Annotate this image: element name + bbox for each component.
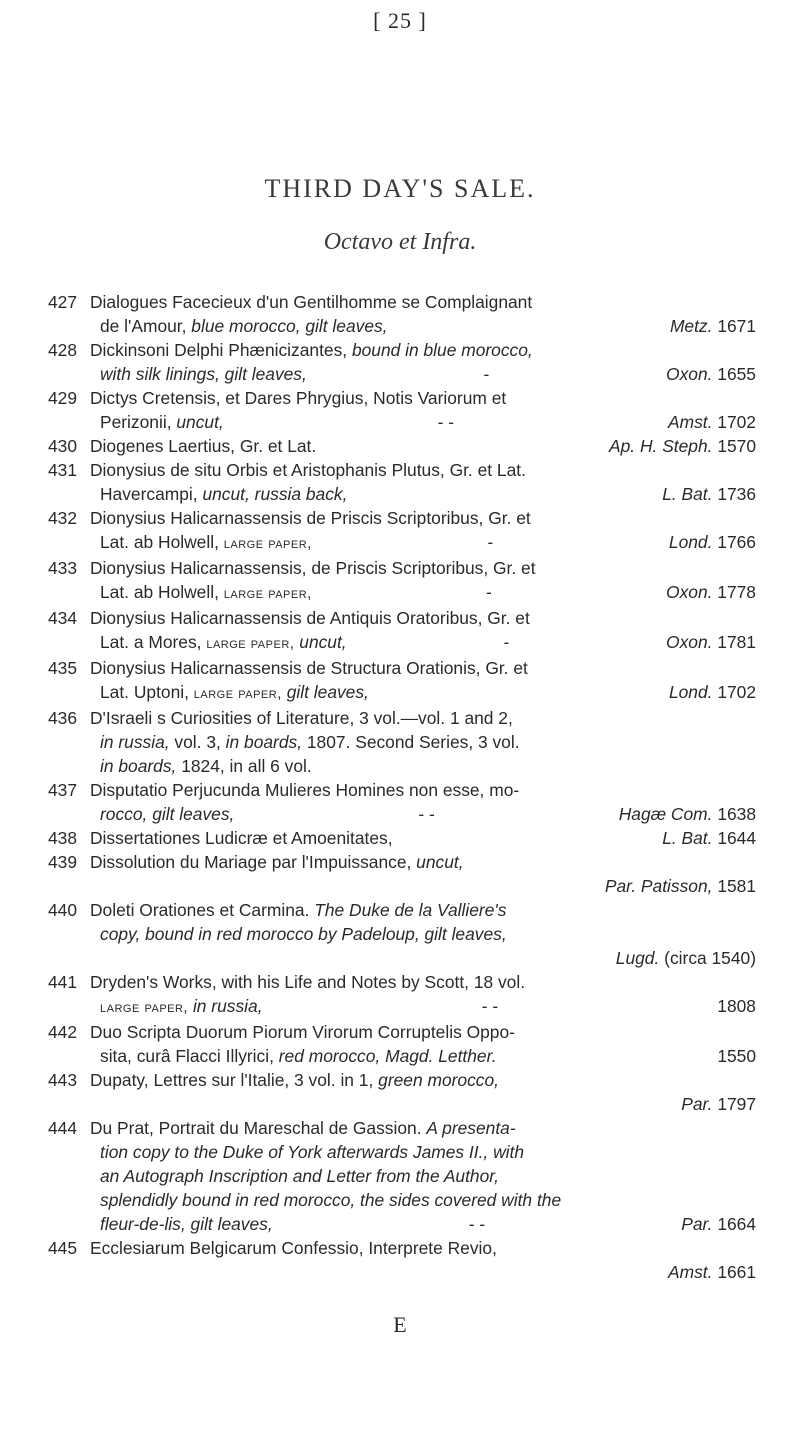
page-heading: THIRD DAY'S SALE. (264, 174, 536, 203)
entry-title (90, 1116, 756, 1140)
entry-title: Diogenes Laertius, Gr. et Lat. (90, 436, 317, 456)
entry-text: sita, curâ Flacci Illyrici, (100, 1046, 279, 1066)
lot-number: 442 (48, 1022, 78, 1042)
entry-place: Amst. (668, 412, 713, 432)
entry-text: Perizonii, (100, 412, 177, 432)
entry-details (90, 1164, 756, 1188)
catalogue-entry (48, 290, 756, 338)
entry-text: 1824, in all 6 vol. (176, 756, 312, 776)
entry-details (90, 1188, 756, 1212)
entry-title: Dionysius de situ Orbis et Aristophanis Plutus, Gr. et Lat. (90, 460, 526, 480)
entry-year: 1736 (717, 484, 756, 504)
entry-place: Lond. (668, 532, 713, 552)
catalogue-entry (48, 850, 756, 898)
entry-text: Du Prat, Portrait du Mareschal de Gassion. (90, 1118, 427, 1138)
entry-details (90, 630, 756, 656)
entry-title: Dissertationes Ludicræ et Amoenitates, (90, 828, 393, 848)
entry-text: Dupaty, Lettres sur l'Italie, 3 vol. in 1, (90, 1070, 379, 1090)
signature-mark: E (393, 1312, 407, 1337)
catalogue-entry (48, 606, 756, 656)
entry-place: Lugd. (615, 948, 660, 968)
entry-year: 1778 (717, 582, 756, 602)
entry-details (90, 994, 756, 1020)
entry-text: de l'Amour, (100, 316, 192, 336)
entry-paper: large paper, (223, 585, 312, 602)
entry-details (90, 434, 756, 458)
lot-number: 433 (48, 558, 78, 578)
entry-binding: rocco, gilt leaves, (100, 804, 235, 824)
entry-binding: in russia, (100, 732, 170, 752)
entry-details (90, 1260, 756, 1284)
entry-title: Dryden's Works, with his Life and Notes by Scott, 18 vol. (90, 972, 526, 992)
lot-number: 443 (48, 1070, 78, 1090)
catalogue-entry (48, 506, 756, 556)
entry-year: 1702 (717, 412, 756, 432)
page-subheading: Octavo et Infra. (323, 229, 477, 255)
entry-dash: - - (468, 1214, 486, 1234)
entry-year: 1644 (717, 828, 756, 848)
lot-number: 430 (48, 436, 78, 456)
catalogue-entry (48, 1236, 756, 1284)
entry-details (90, 802, 756, 826)
entry-year: 1638 (717, 804, 756, 824)
entry-paper: large paper, (206, 635, 295, 652)
catalogue-entry (48, 1020, 756, 1068)
entry-details (90, 946, 756, 970)
entry-text: Lat. ab Holwell, (100, 582, 224, 602)
entry-binding: uncut, (416, 852, 464, 872)
entry-place: Oxon. (666, 582, 713, 602)
entry-binding: fleur-de-lis, gilt leaves, (100, 1214, 273, 1234)
catalogue-entry (48, 338, 756, 386)
entry-year: 1550 (717, 1046, 756, 1066)
entry-binding: blue morocco, gilt leaves, (191, 316, 388, 336)
lot-number: 435 (48, 658, 78, 678)
entry-binding: red morocco, Magd. Letther. (278, 1046, 497, 1066)
entry-details (90, 1092, 756, 1116)
catalogue-entry (48, 434, 756, 458)
entry-text: Dickinsoni Delphi Phænicizantes, (90, 340, 352, 360)
entry-year: 1808 (717, 996, 756, 1016)
entry-text: Doleti Orationes et Carmina. (90, 900, 315, 920)
entry-title: Duo Scripta Duorum Piorum Virorum Corruptelis Oppo- (90, 1022, 515, 1042)
entry-place: Oxon. (666, 364, 713, 384)
entry-place: Par. Patisson, (604, 876, 713, 896)
catalogue-entry (48, 556, 756, 606)
page-number: [ 25 ] (373, 8, 427, 33)
entry-binding: green morocco, (378, 1070, 499, 1090)
entry-year: 1655 (717, 364, 756, 384)
entry-place: L. Bat. (662, 828, 713, 848)
catalogue-entry (48, 656, 756, 706)
lot-number: 438 (48, 828, 78, 848)
entry-dash: - (487, 532, 494, 552)
lot-number: 434 (48, 608, 78, 628)
lot-number: 437 (48, 780, 78, 800)
entry-paper: large paper, (223, 535, 312, 552)
entry-year: 1581 (717, 876, 756, 896)
entry-dash: - - (418, 804, 435, 824)
lot-number: 441 (48, 972, 78, 992)
entry-place: Par. (681, 1214, 713, 1234)
entry-title (90, 898, 756, 922)
catalogue-entries (48, 290, 756, 1284)
entry-details (90, 754, 756, 778)
lot-number: 439 (48, 852, 78, 872)
entry-place: Hagæ Com. (618, 804, 713, 824)
entry-title (90, 1068, 756, 1092)
entry-title: Dionysius Halicarnassensis de Priscis Scriptoribus, Gr. et (90, 508, 531, 528)
entry-binding: in boards, (100, 756, 177, 776)
lot-number: 444 (48, 1118, 78, 1138)
entry-text: 1807. Second Series, 3 vol. (302, 732, 520, 752)
catalogue-entry (48, 458, 756, 506)
entry-title: Dialogues Facecieux d'un Gentilhomme se Complaignant (90, 292, 533, 312)
entry-provenance: The Duke de la Valliere's (314, 900, 507, 920)
entry-provenance: tion copy to the Duke of York afterwards James II., with (100, 1142, 525, 1162)
entry-binding: uncut, russia back, (202, 484, 348, 504)
catalogue-entry (48, 826, 756, 850)
entry-text: Dissolution du Mariage par l'Impuissance, (90, 852, 417, 872)
entry-paper: large paper, (100, 999, 189, 1016)
entry-dash: - - (481, 996, 499, 1016)
entry-year: (circa 1540) (664, 948, 756, 968)
entry-provenance: A presenta- (426, 1118, 516, 1138)
entry-dash: - (503, 632, 510, 652)
entry-title: Ecclesiarum Belgicarum Confessio, Interprete Revio, (90, 1238, 497, 1258)
entry-place: L. Bat. (662, 484, 713, 504)
lot-number: 431 (48, 460, 78, 480)
entry-year: 1797 (717, 1094, 756, 1114)
catalogue-entry (48, 386, 756, 434)
lot-number: 440 (48, 900, 78, 920)
entry-place: Amst. (668, 1262, 713, 1282)
lot-number: 436 (48, 708, 78, 728)
entry-dash: - (486, 582, 492, 602)
catalogue-entry (48, 970, 756, 1020)
entry-title (90, 850, 756, 874)
lot-number: 445 (48, 1238, 78, 1258)
entry-text: Lat. Uptoni, (100, 682, 194, 702)
entry-year: 1702 (717, 682, 756, 702)
entry-details (90, 580, 756, 606)
entry-binding: in russia, (188, 996, 263, 1016)
entry-year: 1781 (717, 632, 756, 652)
entry-details (90, 922, 756, 946)
entry-year: 1661 (717, 1262, 756, 1282)
entry-text: Lat. ab Holwell, (100, 532, 224, 552)
entry-provenance: an Autograph Inscription and Letter from the Author, (100, 1166, 499, 1186)
lot-number: 429 (48, 388, 78, 408)
entry-place: Lond. (668, 682, 713, 702)
entry-binding: in boards, (225, 732, 303, 752)
entry-text: Lat. a Mores, (100, 632, 207, 652)
entry-details (90, 1212, 756, 1236)
lot-number: 432 (48, 508, 78, 528)
entry-details (90, 410, 756, 434)
catalogue-entry (48, 778, 756, 826)
entry-year: 1671 (717, 316, 756, 336)
entry-title (90, 338, 756, 362)
entry-binding: uncut, (176, 412, 224, 432)
lot-number: 428 (48, 340, 78, 360)
entry-title: D'Israeli s Curiosities of Literature, 3 vol.—vol. 1 and 2, (90, 708, 513, 728)
entry-title: Dionysius Halicarnassensis, de Priscis Scriptoribus, Gr. et (90, 558, 536, 578)
entry-year: 1664 (717, 1214, 756, 1234)
entry-binding: uncut, (294, 632, 347, 652)
entry-text: vol. 3, (169, 732, 226, 752)
entry-details (90, 874, 756, 898)
entry-details (90, 482, 756, 506)
entry-details (90, 680, 756, 706)
entry-text: Havercampi, (100, 484, 203, 504)
catalogue-entry (48, 1068, 756, 1116)
entry-place: Par. (681, 1094, 713, 1114)
catalogue-entry (48, 1116, 756, 1236)
entry-binding: with silk linings, gilt leaves, (100, 364, 307, 384)
entry-dash: - (483, 364, 490, 384)
entry-binding: bound in blue morocco, (351, 340, 533, 360)
entry-details (90, 362, 756, 386)
entry-place: Metz. (669, 316, 713, 336)
entry-dash: - - (437, 412, 455, 432)
entry-details (90, 314, 756, 338)
entry-details (90, 1140, 756, 1164)
entry-binding: copy, bound in red morocco by Padeloup, gilt leaves, (100, 924, 507, 944)
entry-details (90, 530, 756, 556)
entry-year: 1766 (717, 532, 756, 552)
catalogue-entry (48, 898, 756, 970)
entry-paper: large paper, (193, 685, 282, 702)
entry-details (90, 1044, 756, 1068)
entry-title: Dionysius Halicarnassensis de Antiquis Oratoribus, Gr. et (90, 608, 530, 628)
entry-binding: splendidly bound in red morocco, the sides covered with the (100, 1190, 562, 1210)
entry-title: Dionysius Halicarnassensis de Structura Orationis, Gr. et (90, 658, 528, 678)
entry-title: Dictys Cretensis, et Dares Phrygius, Notis Variorum et (90, 388, 507, 408)
entry-year: 1570 (717, 436, 756, 456)
entry-binding: gilt leaves, (281, 682, 369, 702)
entry-title: Disputatio Perjucunda Mulieres Homines non esse, mo- (90, 780, 520, 800)
entry-details (90, 826, 756, 850)
entry-details (90, 730, 756, 754)
entry-place: Oxon. (666, 632, 713, 652)
catalogue-entry (48, 706, 756, 778)
lot-number: 427 (48, 292, 78, 312)
entry-place: Ap. H. Steph. (609, 436, 713, 456)
